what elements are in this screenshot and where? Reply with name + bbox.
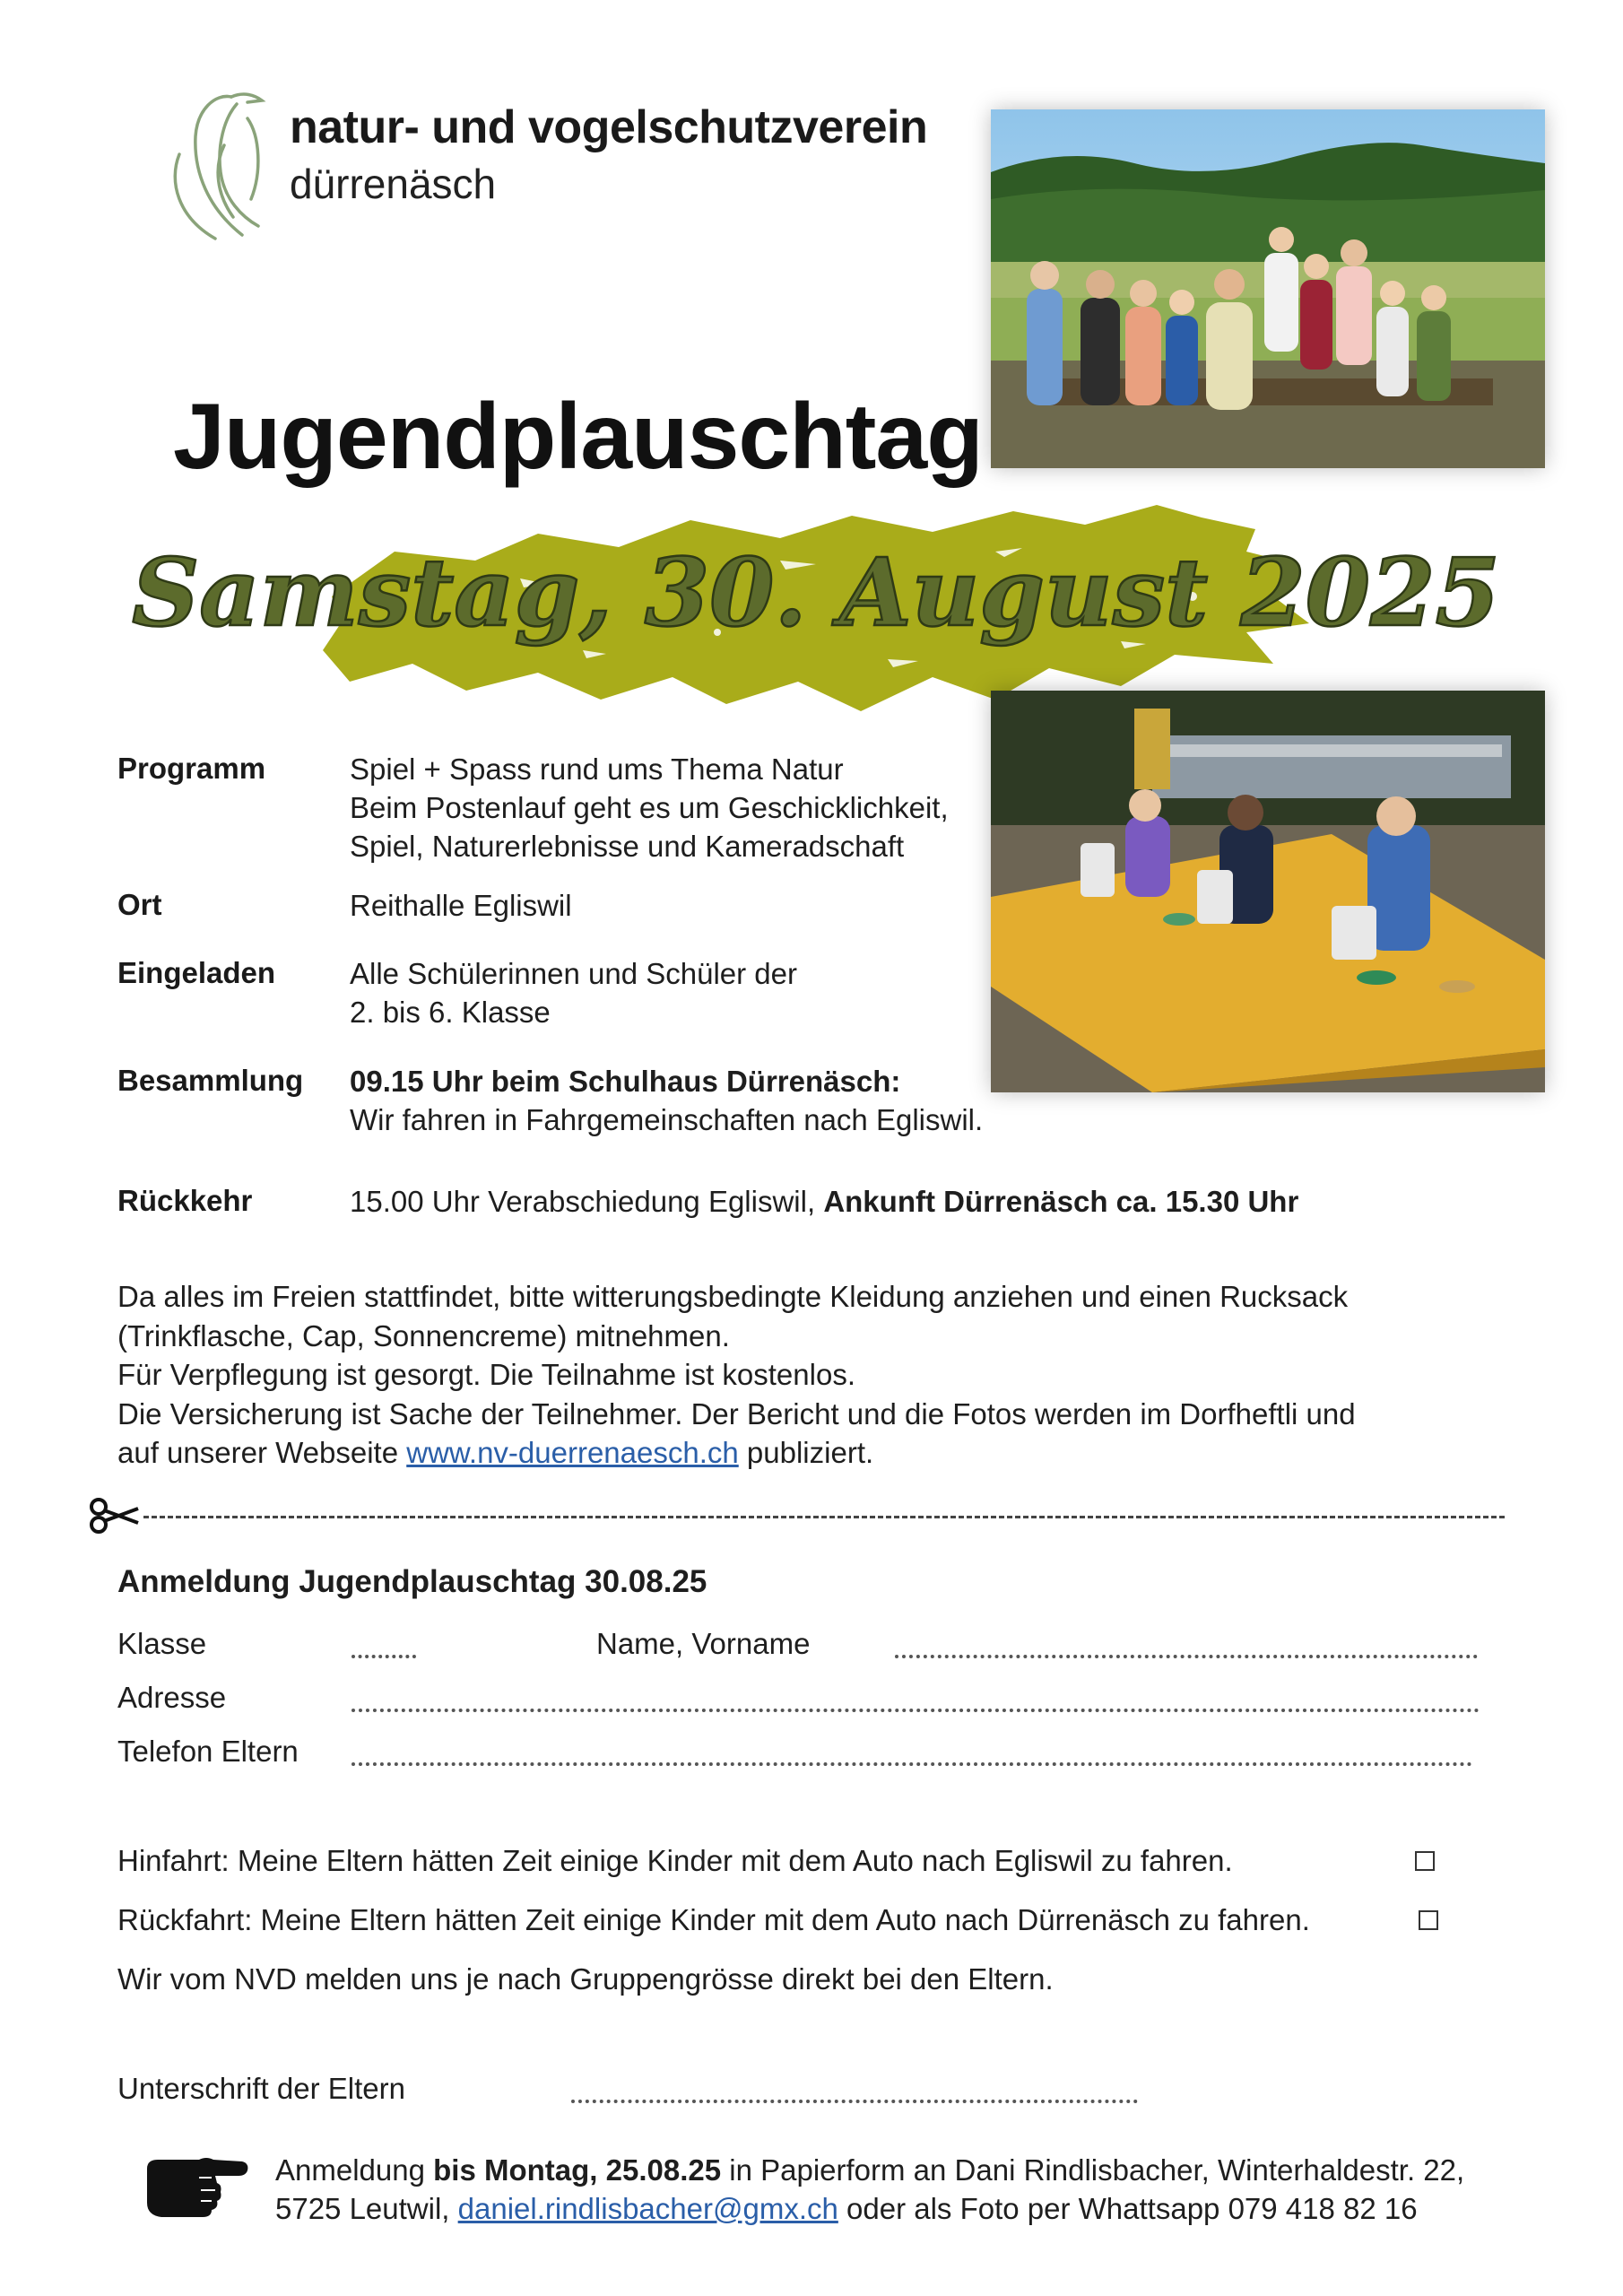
rueckkehr-normal: 15.00 Uhr Verabschiedung Egliswil,	[350, 1185, 824, 1218]
unterschrift-field[interactable]	[571, 2100, 1138, 2103]
org-name: natur- und vogelschutzverein	[290, 101, 928, 153]
programm-line-3: Spiel, Naturerlebnisse und Kameradschaft	[350, 830, 905, 863]
date-text: Samstag, 30. August 2025	[132, 537, 1500, 648]
org-place: dürrenäsch	[290, 161, 497, 207]
label-ort: Ort	[117, 888, 162, 921]
rueckfahrt-text: Rückfahrt: Meine Eltern hätten Zeit einige Kinder mit dem Auto nach Dürrenäsch zu fahren.	[117, 1903, 1310, 1936]
footer-l2-a: 5725 Leutwil,	[275, 2192, 458, 2225]
info-line-5-pre: auf unserer Webseite	[117, 1436, 407, 1469]
label-telefon: Telefon Eltern	[117, 1735, 299, 1768]
value-programm	[350, 750, 949, 865]
info-line-2: (Trinkflasche, Cap, Sonnencreme) mitnehmen.	[117, 1318, 730, 1352]
label-name: Name, Vorname	[596, 1627, 811, 1660]
klasse-field[interactable]	[352, 1655, 416, 1658]
label-rueckkehr: Rückkehr	[117, 1184, 253, 1217]
name-field[interactable]	[895, 1655, 1478, 1658]
dashed-line	[143, 1516, 1505, 1518]
programm-line-1: Spiel + Spass rund ums Thema Natur	[350, 752, 844, 786]
telefon-field[interactable]	[352, 1762, 1472, 1766]
label-adresse: Adresse	[117, 1681, 227, 1714]
label-unterschrift: Unterschrift der Eltern	[117, 2072, 405, 2105]
form-heading: Anmeldung Jugendplauschtag 30.08.25	[117, 1564, 707, 1599]
cut-line	[88, 1498, 1505, 1534]
eingeladen-line-2: 2. bis 6. Klasse	[350, 996, 551, 1029]
microscope-photo	[991, 691, 1545, 1092]
footer-l1-a: Anmeldung	[275, 2153, 434, 2187]
value-rueckkehr	[350, 1182, 1298, 1221]
info-line-5-post: publiziert.	[738, 1436, 874, 1469]
info-line-3: Für Verpflegung ist gesorgt. Die Teilnahme ist kostenlos.	[117, 1358, 855, 1391]
adresse-field[interactable]	[352, 1709, 1480, 1712]
besammlung-line-2: Wir fahren in Fahrgemeinschaften nach Egliswil.	[350, 1103, 984, 1136]
label-besammlung: Besammlung	[117, 1064, 304, 1097]
ort-line-1: Reithalle Egliswil	[350, 889, 572, 922]
programm-line-2: Beim Postenlauf geht es um Geschicklichkeit,	[350, 791, 949, 824]
hinfahrt-text: Hinfahrt: Meine Eltern hätten Zeit einige Kinder mit dem Auto nach Egliswil zu fahren.	[117, 1844, 1233, 1877]
info-line-1: Da alles im Freien stattfindet, bitte witterungsbedingte Kleidung anziehen und einen Rucksack	[117, 1280, 1349, 1313]
value-eingeladen	[350, 954, 797, 1031]
email-link[interactable]: daniel.rindlisbacher@gmx.ch	[457, 2192, 838, 2225]
bird-logo-icon	[161, 83, 287, 244]
group-photo	[991, 109, 1545, 468]
label-eingeladen: Eingeladen	[117, 956, 276, 989]
page-title: Jugendplauschtag	[173, 385, 983, 489]
footer-l1-c: in Papierform an Dani Rindlisbacher, Winterhaldestr. 22,	[721, 2153, 1465, 2187]
website-link[interactable]: www.nv-duerrenaesch.ch	[406, 1436, 739, 1469]
footer-deadline: bis Montag, 25.08.25	[433, 2153, 722, 2187]
scissors-icon	[88, 1498, 142, 1534]
value-besammlung	[350, 1062, 983, 1139]
hinfahrt-checkbox[interactable]	[1415, 1851, 1435, 1871]
footer-l2-c: oder als Foto per Whattsapp 079 418 82 16	[838, 2192, 1418, 2225]
info-paragraph	[117, 1277, 1356, 1473]
label-klasse: Klasse	[117, 1627, 207, 1660]
value-ort	[350, 886, 572, 925]
nvd-note: Wir vom NVD melden uns je nach Gruppengrösse direkt bei den Eltern.	[117, 1962, 1054, 1996]
besammlung-line-1: 09.15 Uhr beim Schulhaus Dürrenäsch:	[350, 1065, 901, 1098]
pointing-hand-icon	[143, 2151, 251, 2222]
rueckkehr-bold: Ankunft Dürrenäsch ca. 15.30 Uhr	[823, 1185, 1299, 1218]
footer-note	[275, 2151, 1464, 2228]
label-programm: Programm	[117, 752, 266, 785]
info-line-4: Die Versicherung ist Sache der Teilnehmer. Der Bericht und die Fotos werden im Dorfheftli und	[117, 1396, 1356, 1431]
eingeladen-line-1: Alle Schülerinnen und Schüler der	[350, 957, 797, 990]
rueckfahrt-checkbox[interactable]	[1419, 1910, 1438, 1930]
